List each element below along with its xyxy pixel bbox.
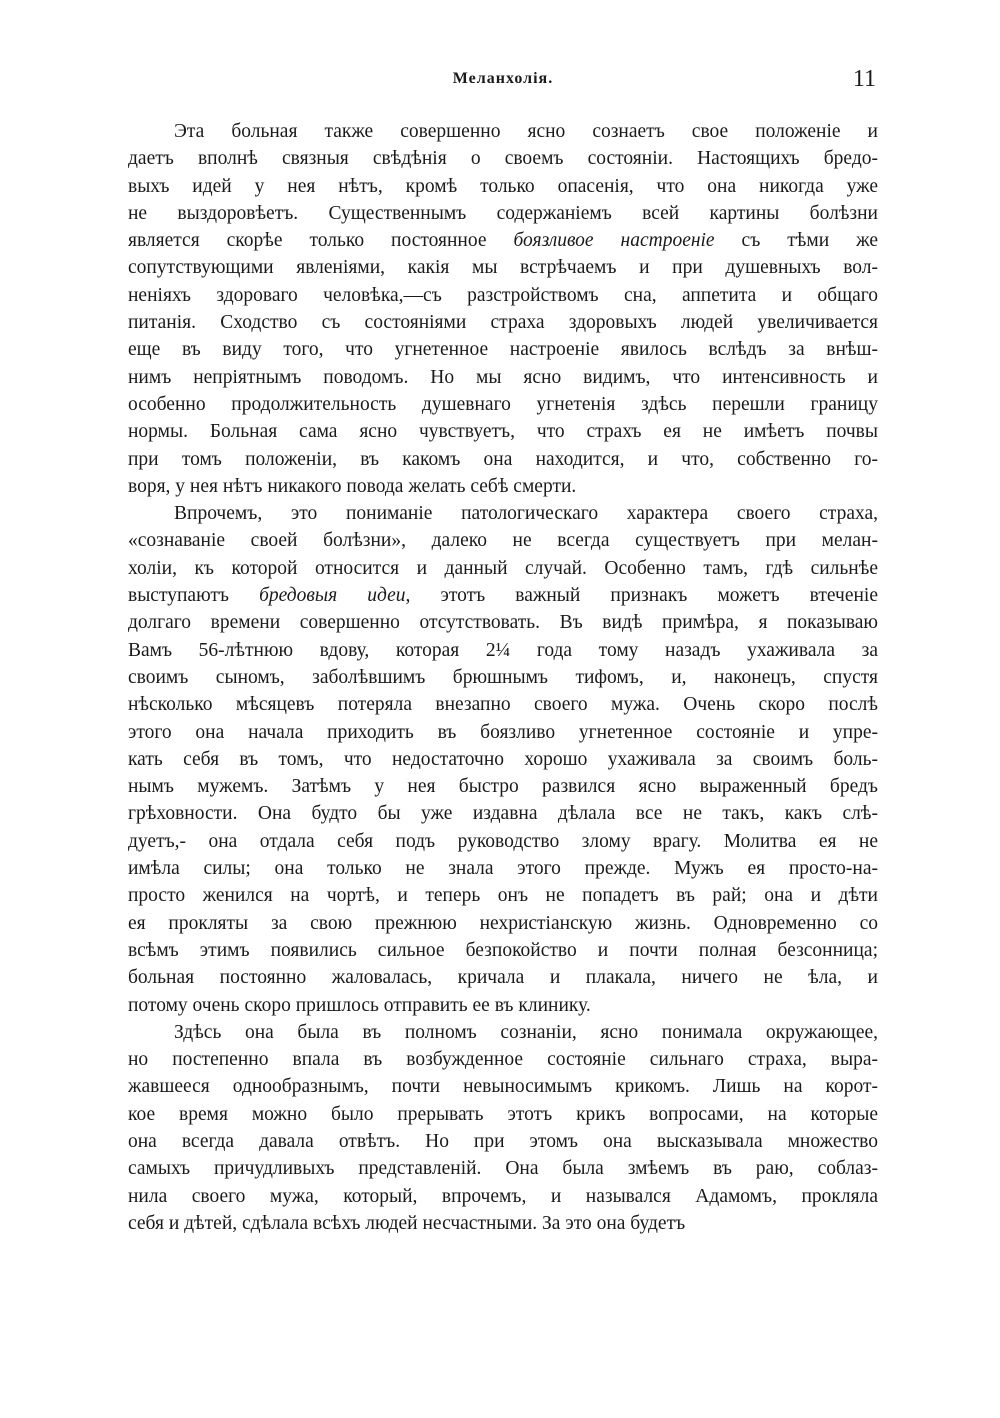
text-line: при томъ положеніи, въ какомъ она находится, и что, собственно го- [128,448,878,470]
text-line: ея прокляты за свою прежнюю нехристіанскую жизнь. Одновременно со [128,912,878,934]
italic-emphasis: бредовыя идеи [259,585,406,607]
text-line: самыхъ причудливыхъ представленій. Она была змѣемъ въ раю, соблаз- [128,1158,878,1180]
text-line: нила своего мужа, который, впрочемъ, и назывался Адамомъ, прокляла [128,1185,878,1207]
running-title: Меланхолія. [452,70,554,87]
text-line: даетъ вполнѣ связныя свѣдѣнія о своемъ состояніи. Настоящихъ бредо- [128,148,878,170]
text-line: потому очень скоро пришлось отправить ее въ клинику. [128,994,591,1016]
text-line: Вамъ 56-лѣтнюю вдову, которая 2¼ года тому назадъ ухаживала за [128,639,878,661]
paragraph [128,118,878,500]
text-line: имѣла силы; она только не знала этого прежде. Мужъ ея просто-на- [128,858,878,880]
text-line: кать себя въ томъ, что недостаточно хорошо ухаживала за своимъ боль- [128,748,878,770]
text-line: сопутствующими явленіями, какія мы встрѣчаемъ и при душевныхъ вол- [128,257,878,279]
text-line: не выздоровѣетъ. Существеннымъ содержаніемъ всей картины болѣзни [128,202,878,224]
text-line: выхъ идей у нея нѣтъ, кромѣ только опасенія, что она никогда уже [128,175,878,197]
text-line: долгаго времени совершенно отсутствовать. Въ видѣ примѣра, я показываю [128,612,878,634]
text-line: жавшееся однообразнымъ, почти невыносимымъ крикомъ. Лишь на корот- [128,1076,878,1098]
text-line: просто женился на чортѣ, и теперь онъ не попадетъ въ рай; она и дѣти [128,885,878,907]
italic-emphasis: боязливое настроеніе [513,230,715,252]
text-line: кое время можно было прерывать этотъ крикъ вопросами, на которые [128,1103,878,1125]
paragraph [128,500,878,1019]
paragraph [128,1019,878,1237]
running-header [128,66,878,96]
text-line: «сознаваніе своей болѣзни», далеко не всегда существуетъ при мелан- [128,530,878,552]
text-line: своимъ сыномъ, заболѣвшимъ брюшнымъ тифомъ, и, наконецъ, спустя [128,666,878,688]
text-line: особенно продолжительность душевнаго угнетенія здѣсь перешли границу [128,393,878,415]
text-line: дуетъ,- она отдала себя подъ руководство злому врагу. Молитва ея не [128,830,878,852]
text-line: этого она начала приходить въ боязливо угнетенное состояніе и упре- [128,721,878,743]
page-number: 11 [852,66,876,92]
text-line: холіи, къ которой относится и данный случай. Особенно тамъ, гдѣ сильнѣе [128,557,878,579]
text-line: нѣсколько мѣсяцевъ потеряла внезапно своего мужа. Очень скоро послѣ [128,694,878,716]
text-line: она всегда давала отвѣтъ. Но при этомъ она высказывала множество [128,1130,878,1152]
text-line: еще въ виду того, что угнетенное настроеніе явилось вслѣдъ за внѣш- [128,339,878,361]
body-text [128,118,878,1237]
text-line: Впрочемъ, это пониманіе патологическаго характера своего страха, [174,503,878,525]
text-line: больная постоянно жаловалась, кричала и плакала, ничего не ѣла, и [128,967,878,989]
text-line: выступаютъ бредовыя идеи, этотъ важный признакъ можетъ втеченіе [128,585,878,607]
text-line: нимъ непріятнымъ поводомъ. Но мы ясно видимъ, что интенсивность и [128,366,878,388]
text-line: всѣмъ этимъ появились сильное безпокойство и почти полная безсонница; [128,939,878,961]
text-line: воря, у нея нѣтъ никакого повода желать себѣ смерти. [128,475,577,497]
text-line: Здѣсь она была въ полномъ сознаніи, ясно понимала окружающее, [174,1021,878,1043]
text-line: себя и дѣтей, сдѣлала всѣхъ людей несчастными. За это она будетъ [128,1212,686,1234]
text-line: но постепенно впала въ возбужденное состояніе сильнаго страха, выра- [128,1049,878,1071]
text-line: неніяхъ здороваго человѣка,—съ разстройствомъ сна, аппетита и общаго [128,284,878,306]
text-line: грѣховности. Она будто бы уже издавна дѣлала все не такъ, какъ слѣ- [128,803,878,825]
text-line: Эта больная также совершенно ясно сознаетъ свое положеніе и [174,121,878,142]
text-line: является скорѣе только постоянное боязливое настроеніе съ тѣми же [128,230,878,252]
text-line: питанія. Сходство съ состояніями страха здоровыхъ людей увеличивается [128,312,878,334]
text-line: нымъ мужемъ. Затѣмъ у нея быстро развился ясно выраженный бредъ [128,776,878,798]
text-line: нормы. Больная сама ясно чувствуетъ, что страхъ ея не имѣетъ почвы [128,421,878,443]
